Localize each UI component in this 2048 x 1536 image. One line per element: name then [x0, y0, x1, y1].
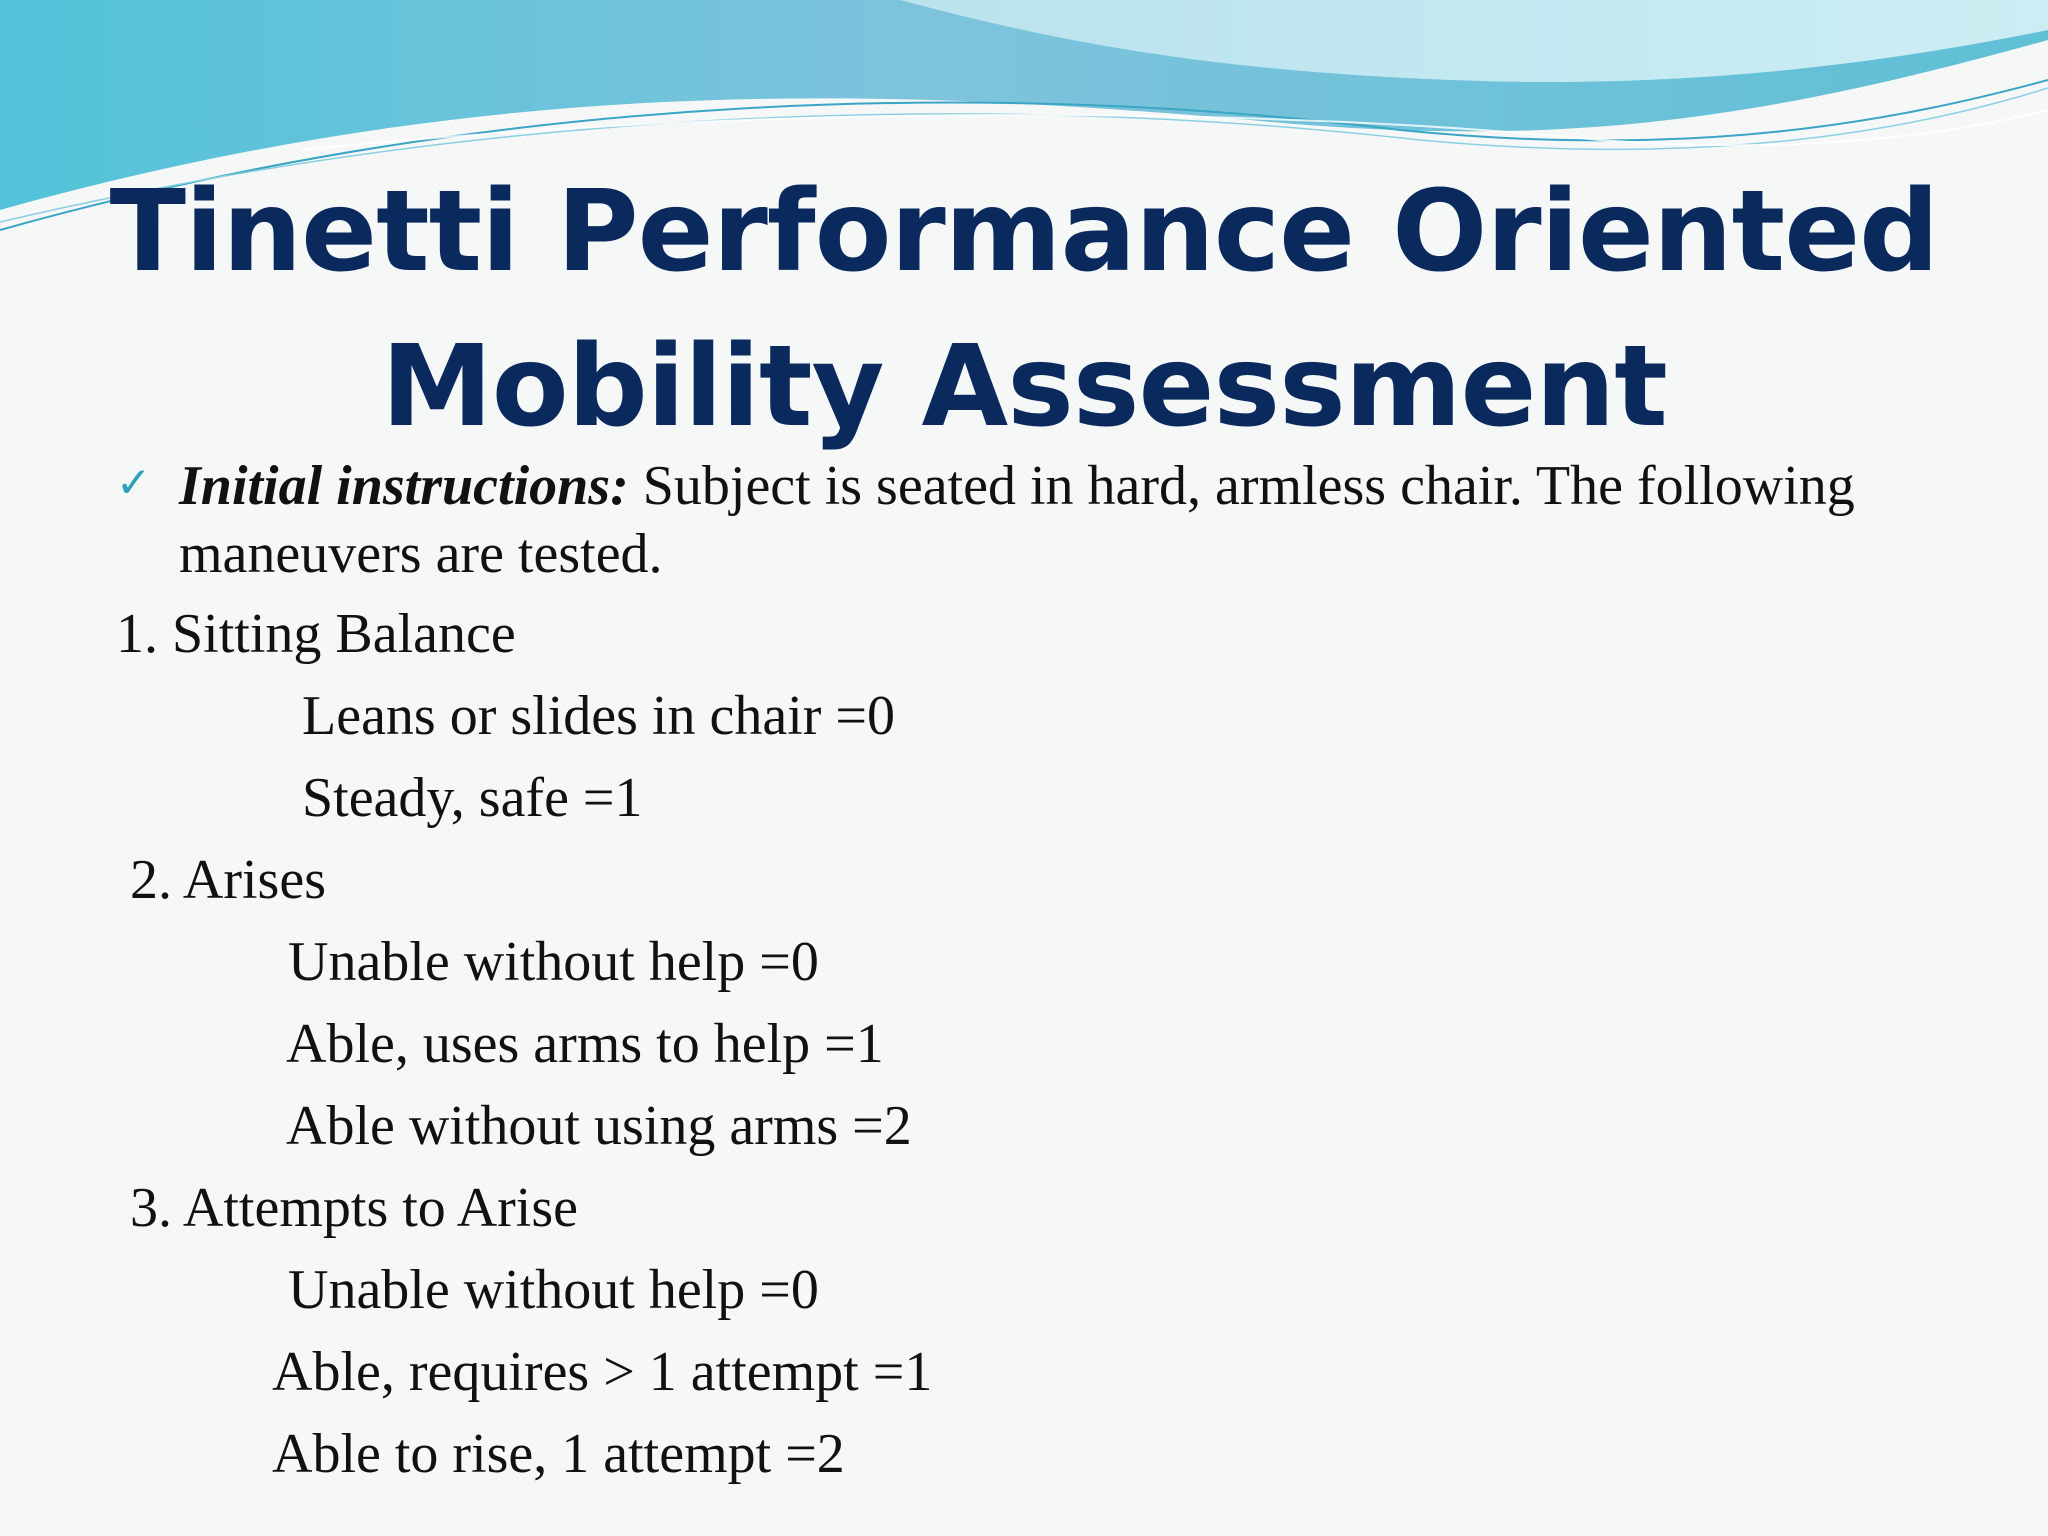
list-item: Leans or slides in chair =0 — [302, 685, 895, 747]
title-line-1: Tinetti Performance Oriented — [109, 167, 1939, 297]
slide-title — [0, 155, 2048, 465]
instructions-bullet — [116, 452, 1936, 588]
list-item: Able, uses arms to help =1 — [286, 1013, 884, 1075]
list-item: Able, requires > 1 attempt =1 — [272, 1341, 933, 1403]
instructions-body: Subject is seated in hard, armless chair. The following maneuvers are tested. — [179, 455, 1855, 585]
section-heading-attempts-to-arise: 3. Attempts to Arise — [130, 1177, 578, 1239]
instructions-lead: Initial instructions: — [179, 455, 629, 517]
list-item: Able to rise, 1 attempt =2 — [272, 1423, 845, 1485]
list-item: Steady, safe =1 — [302, 767, 643, 829]
instructions-text — [179, 452, 1936, 588]
section-heading-arises: 2. Arises — [130, 849, 326, 911]
list-item: Unable without help =0 — [288, 931, 819, 993]
list-item: Unable without help =0 — [288, 1259, 819, 1321]
section-heading-sitting-balance: 1. Sitting Balance — [116, 603, 516, 665]
list-item: Able without using arms =2 — [286, 1095, 912, 1157]
check-mark-icon: ✓ — [116, 458, 152, 507]
title-line-2: Mobility Assessment — [381, 322, 1667, 452]
